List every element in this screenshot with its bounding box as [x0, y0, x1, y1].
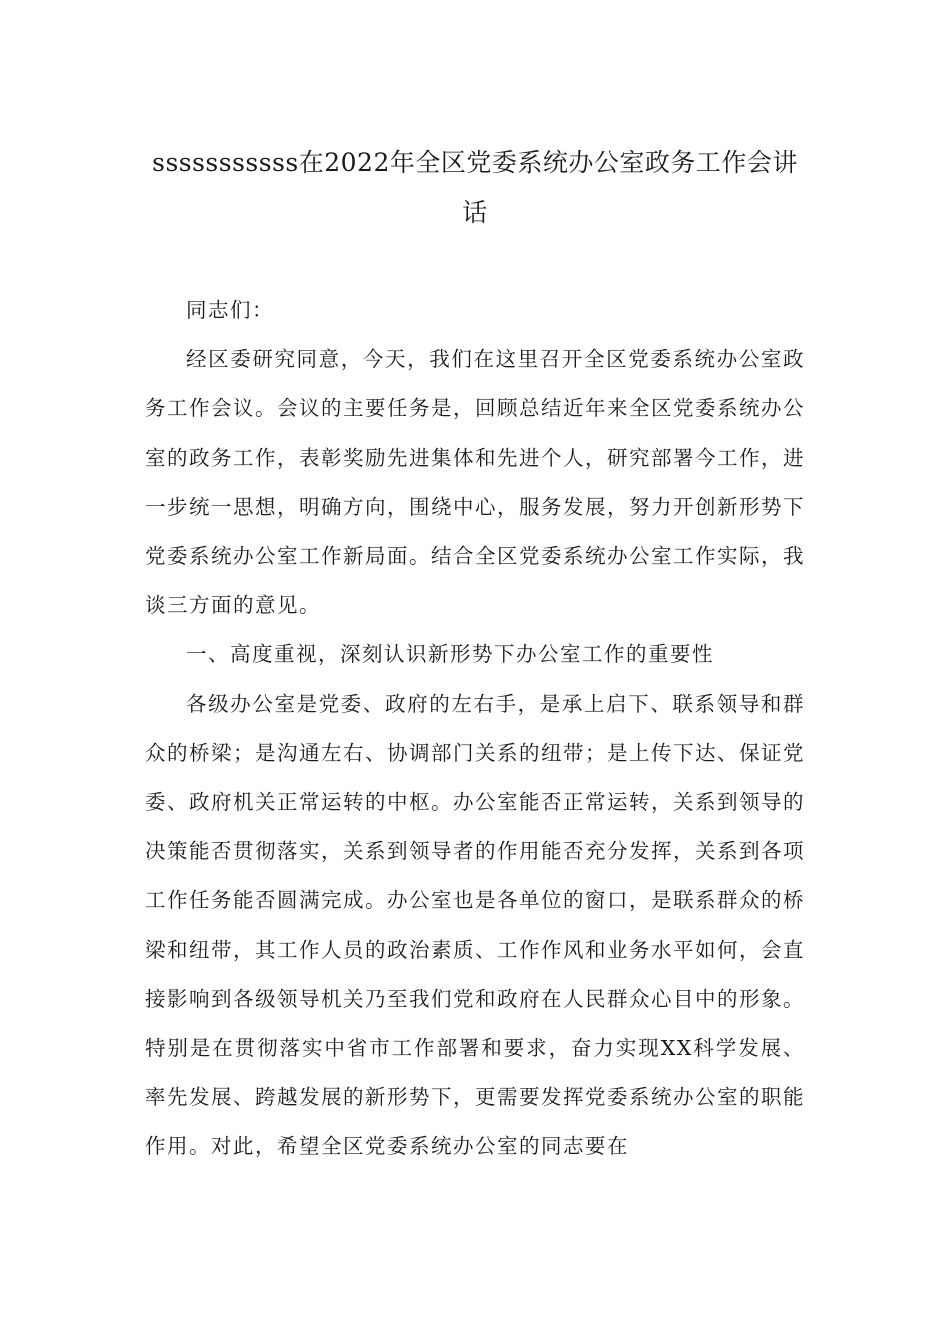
salutation: 同志们：: [186, 298, 274, 322]
title-line-2: 话: [462, 198, 488, 227]
title-line-1: sssssssssss在2022年全区党委系统办公室政务工作会讲: [152, 148, 798, 177]
section-heading-1: 一、高度重视，深刻认识新形势下办公室工作的重要性: [186, 642, 714, 667]
section-1-paragraph: 各级办公室是党委、政府的左右手，是承上启下、联系领导和群众的桥梁；是沟通左右、协调部门关系的纽带；是上传下达、保证党委、政府机关正常运转的中枢。办公室能否正常运转，关系到领导的决策能否贯彻落实，关系到领导者的作用能否充分发挥，关系到各项工作任务能否圆满完成。办公室也是各单位的窗口，是联系群众的桥梁和纽带，其工作人员的政治素质、工作作风和业务水平如何，会直接影响到各级领导机关乃至我们党和政府在人民群众心目中的形象。特别是在贯彻落实中省市工作部署和要求，奋力实现XX科学发展、率先发展、跨越发展的新形势下，更需要发挥党委系统办公室的职能作用。对此，希望全区党委系统办公室的同志要在: [145, 691, 805, 1159]
document-body: [145, 286, 805, 1172]
intro-paragraph: 经区委研究同意，今天，我们在这里召开全区党委系统办公室政务工作会议。会议的主要任务是，回顾总结近年来全区党委系统办公室的政务工作，表彰奖励先进集体和先进个人，研究部署今工作，进一步统一思想，明确方向，围绕中心，服务发展，努力开创新形势下党委系统办公室工作新局面。结合全区党委系统办公室工作实际，我谈三方面的意见。: [145, 347, 805, 618]
document-title: [130, 138, 820, 238]
